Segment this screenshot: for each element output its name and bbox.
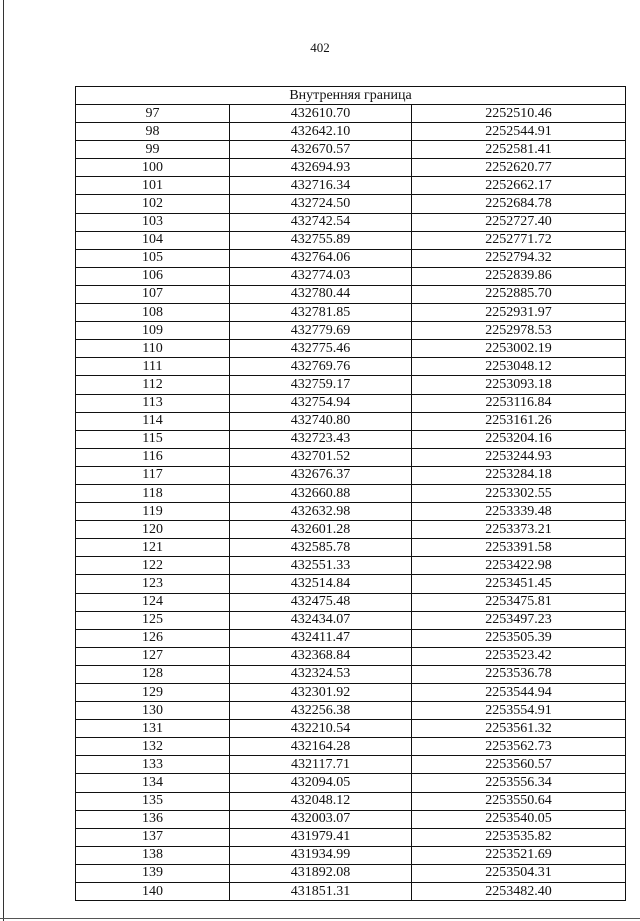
point-number-cell: 139: [76, 864, 230, 882]
point-number-cell: 102: [76, 195, 230, 213]
point-number-cell: 130: [76, 702, 230, 720]
point-number-cell: 108: [76, 304, 230, 322]
x-coordinate-cell: 432755.89: [230, 231, 412, 249]
x-coordinate-cell: 432694.93: [230, 159, 412, 177]
y-coordinate-cell: 2253562.73: [412, 738, 626, 756]
y-coordinate-cell: 2253505.39: [412, 629, 626, 647]
x-coordinate-cell: 432551.33: [230, 557, 412, 575]
y-coordinate-cell: 2253002.19: [412, 340, 626, 358]
y-coordinate-cell: 2253373.21: [412, 521, 626, 539]
y-coordinate-cell: 2253523.42: [412, 647, 626, 665]
point-number-cell: 99: [76, 141, 230, 159]
point-number-cell: 109: [76, 322, 230, 340]
table-row: [76, 575, 626, 593]
point-number-cell: 125: [76, 611, 230, 629]
x-coordinate-cell: 431979.41: [230, 828, 412, 846]
point-number-cell: 105: [76, 249, 230, 267]
y-coordinate-cell: 2252727.40: [412, 213, 626, 231]
table-row: [76, 267, 626, 285]
y-coordinate-cell: 2252581.41: [412, 141, 626, 159]
table-row: [76, 358, 626, 376]
table-row: [76, 231, 626, 249]
x-coordinate-cell: 432754.94: [230, 394, 412, 412]
table-title: Внутренняя граница: [76, 87, 626, 105]
point-number-cell: 124: [76, 593, 230, 611]
table-row: [76, 285, 626, 303]
x-coordinate-cell: 432632.98: [230, 503, 412, 521]
y-coordinate-cell: 2253561.32: [412, 720, 626, 738]
y-coordinate-cell: 2253339.48: [412, 503, 626, 521]
y-coordinate-cell: 2253554.91: [412, 702, 626, 720]
table-row: [76, 177, 626, 195]
x-coordinate-cell: 432769.76: [230, 358, 412, 376]
table-row: [76, 665, 626, 683]
x-coordinate-cell: 432764.06: [230, 249, 412, 267]
y-coordinate-cell: 2253161.26: [412, 412, 626, 430]
table-row: [76, 340, 626, 358]
y-coordinate-cell: 2253116.84: [412, 394, 626, 412]
x-coordinate-cell: 432775.46: [230, 340, 412, 358]
x-coordinate-cell: 432740.80: [230, 412, 412, 430]
table-row: [76, 376, 626, 394]
table-row: [76, 810, 626, 828]
y-coordinate-cell: 2253451.45: [412, 575, 626, 593]
table-row: [76, 557, 626, 575]
table-row: [76, 738, 626, 756]
y-coordinate-cell: 2253391.58: [412, 539, 626, 557]
x-coordinate-cell: 432724.50: [230, 195, 412, 213]
point-number-cell: 140: [76, 883, 230, 901]
table-row: [76, 412, 626, 430]
x-coordinate-cell: 432779.69: [230, 322, 412, 340]
x-coordinate-cell: 432368.84: [230, 647, 412, 665]
point-number-cell: 131: [76, 720, 230, 738]
y-coordinate-cell: 2252510.46: [412, 105, 626, 123]
table-row: [76, 213, 626, 231]
y-coordinate-cell: 2253504.31: [412, 864, 626, 882]
y-coordinate-cell: 2253475.81: [412, 593, 626, 611]
x-coordinate-cell: 432003.07: [230, 810, 412, 828]
point-number-cell: 129: [76, 684, 230, 702]
point-number-cell: 126: [76, 629, 230, 647]
table-row: [76, 828, 626, 846]
table-row: [76, 720, 626, 738]
table-title-row: [76, 87, 626, 105]
point-number-cell: 114: [76, 412, 230, 430]
table-row: [76, 430, 626, 448]
table-row: [76, 503, 626, 521]
point-number-cell: 97: [76, 105, 230, 123]
point-number-cell: 111: [76, 358, 230, 376]
point-number-cell: 101: [76, 177, 230, 195]
x-coordinate-cell: 432759.17: [230, 376, 412, 394]
x-coordinate-cell: 432324.53: [230, 665, 412, 683]
y-coordinate-cell: 2253048.12: [412, 358, 626, 376]
x-coordinate-cell: 432716.34: [230, 177, 412, 195]
table-row: [76, 448, 626, 466]
x-coordinate-cell: 432660.88: [230, 484, 412, 502]
point-number-cell: 135: [76, 792, 230, 810]
table-row: [76, 123, 626, 141]
point-number-cell: 137: [76, 828, 230, 846]
y-coordinate-cell: 2253093.18: [412, 376, 626, 394]
point-number-cell: 128: [76, 665, 230, 683]
point-number-cell: 100: [76, 159, 230, 177]
point-number-cell: 119: [76, 503, 230, 521]
x-coordinate-cell: 432701.52: [230, 448, 412, 466]
table-row: [76, 629, 626, 647]
y-coordinate-cell: 2252771.72: [412, 231, 626, 249]
x-coordinate-cell: 432411.47: [230, 629, 412, 647]
table-row: [76, 539, 626, 557]
point-number-cell: 106: [76, 267, 230, 285]
point-number-cell: 136: [76, 810, 230, 828]
table-row: [76, 141, 626, 159]
table-row: [76, 756, 626, 774]
scan-edge-line: [3, 0, 4, 921]
point-number-cell: 113: [76, 394, 230, 412]
x-coordinate-cell: 432048.12: [230, 792, 412, 810]
y-coordinate-cell: 2253560.57: [412, 756, 626, 774]
x-coordinate-cell: 432610.70: [230, 105, 412, 123]
x-coordinate-cell: 432475.48: [230, 593, 412, 611]
x-coordinate-cell: 432601.28: [230, 521, 412, 539]
y-coordinate-cell: 2252684.78: [412, 195, 626, 213]
point-number-cell: 110: [76, 340, 230, 358]
table-row: [76, 883, 626, 901]
y-coordinate-cell: 2253550.64: [412, 792, 626, 810]
x-coordinate-cell: 432723.43: [230, 430, 412, 448]
point-number-cell: 117: [76, 466, 230, 484]
point-number-cell: 138: [76, 846, 230, 864]
x-coordinate-cell: 432585.78: [230, 539, 412, 557]
point-number-cell: 115: [76, 430, 230, 448]
table-row: [76, 647, 626, 665]
y-coordinate-cell: 2253204.16: [412, 430, 626, 448]
table-row: [76, 864, 626, 882]
x-coordinate-cell: 432094.05: [230, 774, 412, 792]
table-row: [76, 611, 626, 629]
point-number-cell: 121: [76, 539, 230, 557]
point-number-cell: 107: [76, 285, 230, 303]
table-row: [76, 195, 626, 213]
x-coordinate-cell: 432301.92: [230, 684, 412, 702]
point-number-cell: 127: [76, 647, 230, 665]
table-row: [76, 394, 626, 412]
x-coordinate-cell: 432670.57: [230, 141, 412, 159]
y-coordinate-cell: 2253535.82: [412, 828, 626, 846]
x-coordinate-cell: 432780.44: [230, 285, 412, 303]
table-row: [76, 792, 626, 810]
x-coordinate-cell: 432676.37: [230, 466, 412, 484]
x-coordinate-cell: 432210.54: [230, 720, 412, 738]
point-number-cell: 116: [76, 448, 230, 466]
x-coordinate-cell: 431851.31: [230, 883, 412, 901]
point-number-cell: 98: [76, 123, 230, 141]
y-coordinate-cell: 2252794.32: [412, 249, 626, 267]
table-row: [76, 846, 626, 864]
x-coordinate-cell: 432774.03: [230, 267, 412, 285]
page-number: 402: [310, 40, 330, 55]
y-coordinate-cell: 2252544.91: [412, 123, 626, 141]
x-coordinate-cell: 431892.08: [230, 864, 412, 882]
y-coordinate-cell: 2253497.23: [412, 611, 626, 629]
table-row: [76, 774, 626, 792]
y-coordinate-cell: 2253422.98: [412, 557, 626, 575]
point-number-cell: 118: [76, 484, 230, 502]
point-number-cell: 120: [76, 521, 230, 539]
coordinates-table: [75, 86, 626, 901]
y-coordinate-cell: 2253482.40: [412, 883, 626, 901]
y-coordinate-cell: 2253284.18: [412, 466, 626, 484]
x-coordinate-cell: 432514.84: [230, 575, 412, 593]
x-coordinate-cell: 432434.07: [230, 611, 412, 629]
y-coordinate-cell: 2253540.05: [412, 810, 626, 828]
y-coordinate-cell: 2252885.70: [412, 285, 626, 303]
table-row: [76, 249, 626, 267]
table-row: [76, 702, 626, 720]
table-row: [76, 322, 626, 340]
point-number-cell: 133: [76, 756, 230, 774]
point-number-cell: 104: [76, 231, 230, 249]
y-coordinate-cell: 2253521.69: [412, 846, 626, 864]
y-coordinate-cell: 2252620.77: [412, 159, 626, 177]
coordinates-table-body: [76, 87, 626, 901]
x-coordinate-cell: 431934.99: [230, 846, 412, 864]
point-number-cell: 123: [76, 575, 230, 593]
y-coordinate-cell: 2252931.97: [412, 304, 626, 322]
table-row: [76, 304, 626, 322]
x-coordinate-cell: 432256.38: [230, 702, 412, 720]
y-coordinate-cell: 2252839.86: [412, 267, 626, 285]
y-coordinate-cell: 2253544.94: [412, 684, 626, 702]
y-coordinate-cell: 2253536.78: [412, 665, 626, 683]
point-number-cell: 112: [76, 376, 230, 394]
y-coordinate-cell: 2252978.53: [412, 322, 626, 340]
point-number-cell: 103: [76, 213, 230, 231]
point-number-cell: 132: [76, 738, 230, 756]
table-row: [76, 484, 626, 502]
scan-bottom-line: [0, 918, 640, 919]
x-coordinate-cell: 432642.10: [230, 123, 412, 141]
y-coordinate-cell: 2253244.93: [412, 448, 626, 466]
x-coordinate-cell: 432781.85: [230, 304, 412, 322]
x-coordinate-cell: 432742.54: [230, 213, 412, 231]
table-row: [76, 466, 626, 484]
y-coordinate-cell: 2253556.34: [412, 774, 626, 792]
table-row: [76, 684, 626, 702]
y-coordinate-cell: 2253302.55: [412, 484, 626, 502]
table-row: [76, 593, 626, 611]
table-row: [76, 105, 626, 123]
point-number-cell: 134: [76, 774, 230, 792]
y-coordinate-cell: 2252662.17: [412, 177, 626, 195]
table-row: [76, 521, 626, 539]
x-coordinate-cell: 432164.28: [230, 738, 412, 756]
point-number-cell: 122: [76, 557, 230, 575]
x-coordinate-cell: 432117.71: [230, 756, 412, 774]
table-row: [76, 159, 626, 177]
